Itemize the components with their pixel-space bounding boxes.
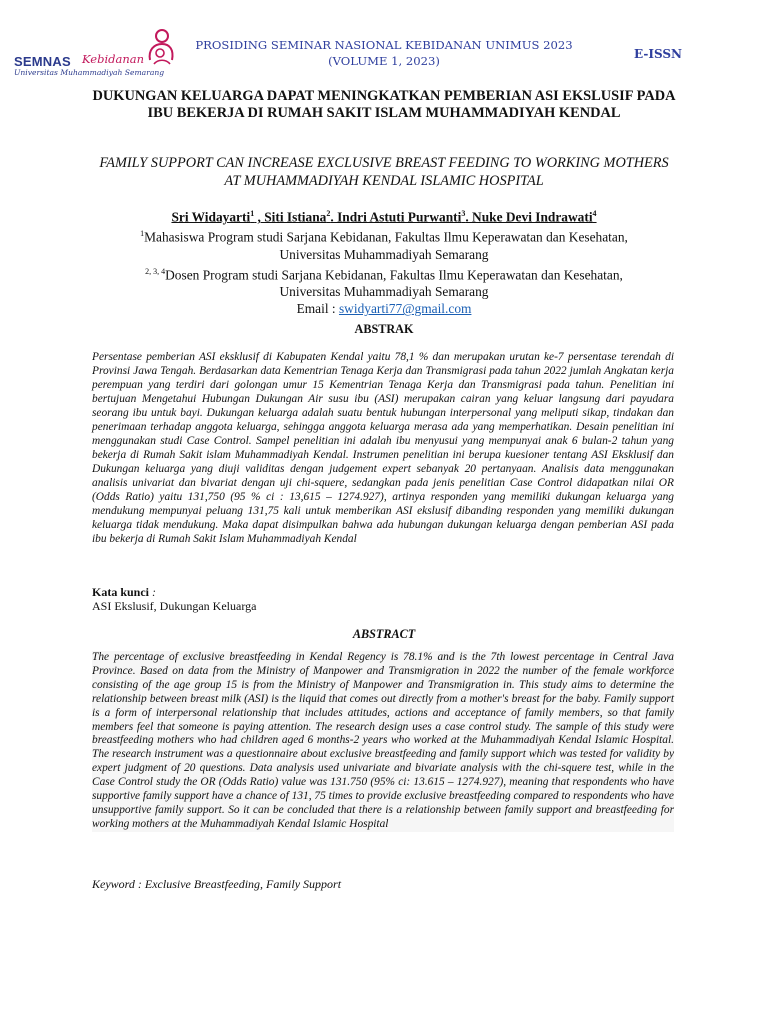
author-name: Sri Widayarti (171, 209, 251, 225)
author-list (90, 205, 678, 225)
affiliation-sup: 2, 3, 4 (145, 266, 166, 276)
author-sup: 3 (461, 209, 466, 218)
issn-label: E-ISSN (634, 47, 682, 61)
abstract-body: The percentage of exclusive breastfeeding in Kendal Regency is 78.1% and is the 7th lowest percentage in Central Java Province. Based on data from the Ministry of Manpower and Transmigration in 2022 the number of the female workforce consisting of the age group 15 is from the Ministry of Manpower and Transmigration in. This study aims to determine the relationship between breast milk (ASI) is the liquid that comes out directly from a mother's breast for the baby. Family support is a form of interpersonal relationship that includes attitudes, actions and acceptance of family members, so that family members feel that someone is paying attention. The research design uses a case control study. The sample of this study were breastfeeding mothers who had children aged 6 months-2 years who worked at the Muhammadiyah Kendal Islamic Hospital. The research instrument was a questionnaire about exclusive breastfeeding and family support which was tested for validity by expert judgment of 20 questions. Data analysis used univariate and bivariate analysis with the chi-squere test, while in the Case Control study the OR (Odds Ratio) value was 131.750 (95% ci: 13.615 – 1274.927), meaning that respondents who have supportive family support have a chance of 131, 75 times to provide exclusive breastfeeding compared to respondents who have unsupportive family support. So it can be concluded that there is a relationship between family support and breastfeeding for working mothers at the Muhammadiyah Kendal Islamic Hospital (92, 651, 674, 830)
kata-kunci-text: Kata kunci (92, 585, 150, 599)
abstrak-body: Persentase pemberian ASI eksklusif di Kabupaten Kendal yaitu 78,1 % dan merupakan urutan ke-7 persentase terendah di Provinsi Jawa Tengah. Berdasarkan data Kementrian Tenaga Kerja dan Transmigrasi pada tahun 2022 jumlah Angkatan kerja perempuan yang terdiri dari golongan umur 15 Kementrian Tenaga Kerja dan Transmigrasi pada tahun. Penelitian ini bertujuan Mengetahui Hubungan Dukungan Air susu ibu (ASI) merupakan cairan yang keluar langsung dari payudara seorang ibu untuk bayi. Dukungan keluarga adalah suatu bentuk hubungan interpersonal yang meliputi sikap, tindakan dan penerimaan terhadap anggota keluarga, sehingga anggota keluarga merasa ada yang memperhatikan. Desain penelitian ini menggunakan studi Case Control. Sampel penelitian ini adalah ibu menyusui yang mempunyai anak 6 bulan-2 tahun yang bekerja di Rumah Sakit islam Muhammadiyah Kendal. Instrumen penelitian ini berupa kuesioner tentang ASI Eksklusif dan Dukungan keluarga yang diuji validitas dengan judgement expert sebanyak 20 pertanyaan. Analisis data menggunakan analisis univariat dan bivariat dengan uji chi-squere, sedangkan pada jenis penelitian Case Control didapatkan nilai OR (Odds Ratio) yaitu 131,750 (95 % ci : 13,615 – 1274.927), artinya responden yang memiliki dukungan keluarga yang mendukung mempunyai peluang 131,75 kali untuk memberikan ASI ekslusif dibanding responden yang memiliki dukungan keluarga tidak mendukung. Maka dapat disimpulkan bahwa ada hubungan dukungan keluarga dengan pemberian ASI pada ibu bekerja di Rumah Sakit Islam Muhammadiyah Kendal (92, 351, 674, 545)
affiliation-1 (90, 225, 678, 262)
logo-subtitle: Universitas Muhammadiyah Semarang (14, 68, 165, 77)
mother-baby-logo-icon (140, 26, 180, 66)
email-label: Email : (296, 301, 339, 317)
paper-title-id: DUKUNGAN KELUARGA DAPAT MENINGKATKAN PEMBERIAN ASI EKSLUSIF PADA IBU BEKERJA DI RUMAH SAKIT ISLAM MUHAMMADIYAH KENDAL (92, 88, 676, 121)
affiliation-sup: 1 (140, 229, 145, 239)
logo-script-text: Kebidanan (82, 52, 145, 66)
kata-kunci-values: ASI Ekslusif, Dukungan Keluarga (92, 599, 257, 613)
abstract-heading: ABSTRACT (352, 627, 416, 641)
email-link[interactable]: swidyarti77@gmail.com (338, 301, 472, 317)
affiliation-text: Mahasiswa Program studi Sarjana Kebidanan, Fakultas Ilmu Keperawatan dan Kesehatan, (144, 229, 628, 245)
paper-title-en: FAMILY SUPPORT CAN INCREASE EXCLUSIVE BREAST FEEDING TO WORKING MOTHERS AT MUHAMMADIYAH KENDAL ISLAMIC HOSPITAL (99, 155, 669, 189)
kata-kunci-label (92, 585, 156, 600)
author-block (90, 205, 678, 317)
journal-header (184, 37, 584, 69)
author-name: , Siti Istiana (254, 209, 327, 225)
logo-main-text: SEMNAS (14, 54, 71, 69)
journal-name: PROSIDING SEMINAR NASIONAL KEBIDANAN UNIMUS 2023 (195, 38, 573, 52)
affiliation-text: Universitas Muhammadiyah Semarang (279, 284, 489, 300)
email-line (90, 300, 678, 317)
journal-volume: (VOLUME 1, 2023) (328, 54, 440, 68)
author-sup: 2 (326, 209, 331, 218)
author-sup: 1 (250, 209, 255, 218)
author-sup: 4 (592, 209, 597, 218)
affiliation-2 (90, 263, 678, 300)
kata-kunci-colon: : (149, 585, 157, 599)
semnas-logo (12, 26, 172, 80)
author-name: . Indri Astuti Purwanti (330, 209, 462, 225)
affiliation-text: Universitas Muhammadiyah Semarang (279, 246, 489, 262)
affiliation-text: Dosen Program studi Sarjana Kebidanan, Fakultas Ilmu Keperawatan dan Kesehatan, (165, 267, 623, 283)
author-name: . Nuke Devi Indrawati (465, 209, 593, 225)
abstrak-heading: ABSTRAK (354, 322, 414, 336)
keywords-en: Keyword : Exclusive Breastfeeding, Family Support (92, 877, 342, 891)
